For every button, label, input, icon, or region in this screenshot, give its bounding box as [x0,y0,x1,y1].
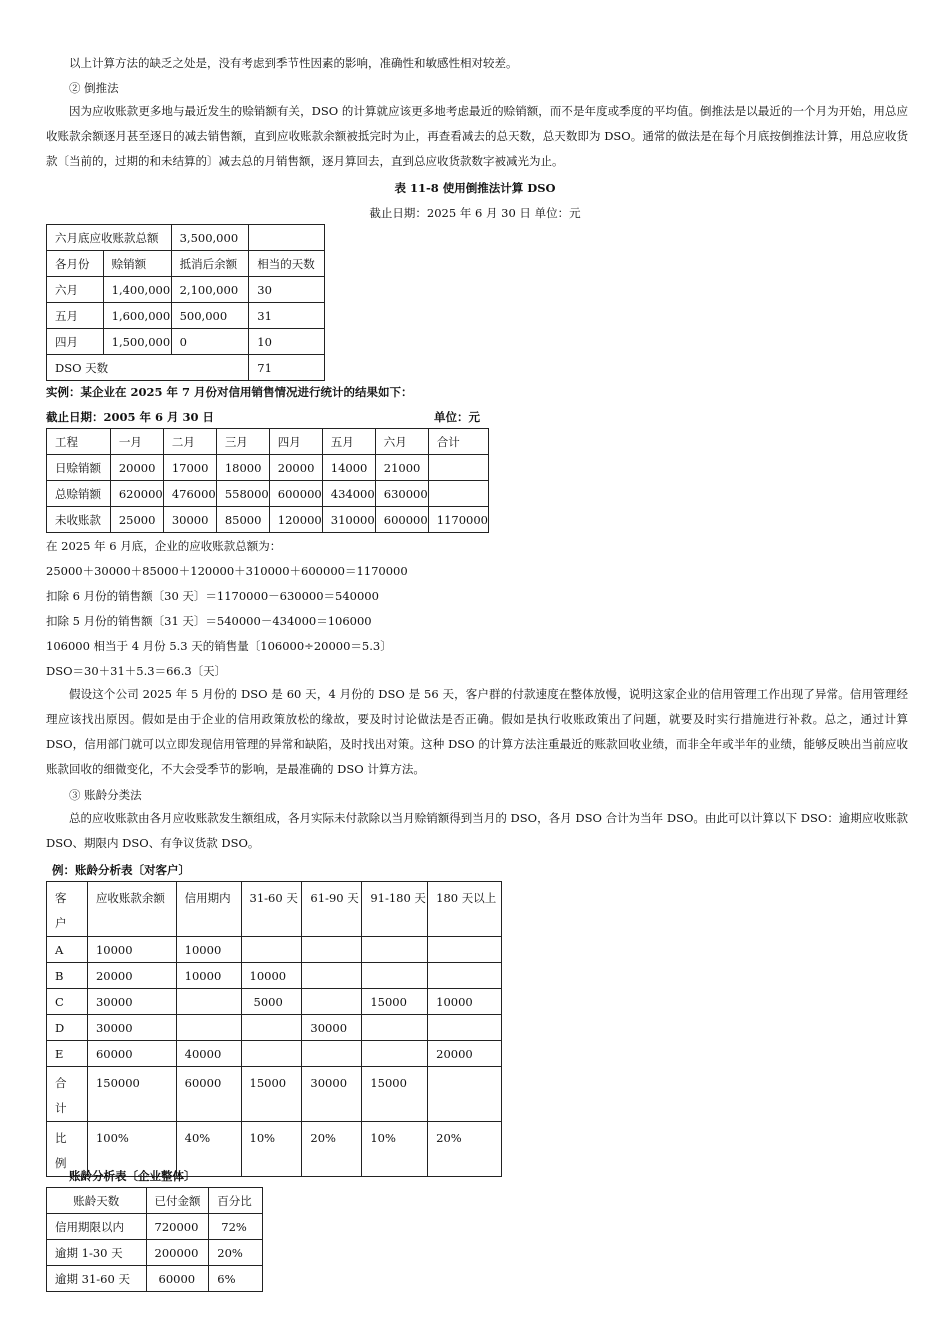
table-cell: 1,600,000 [103,303,171,329]
table-cell: 0 [171,329,249,355]
table-cell: 30000 [302,1015,362,1041]
table-row [47,455,489,481]
table-header-row [47,882,502,937]
heading-backward-method: ② 倒推法 [69,81,119,95]
table-cell: 10000 [176,963,241,989]
table-cell: 比例 [47,1122,88,1177]
table-cell: 5000 [241,989,302,1015]
paragraph-backward-method: 因为应收账款更多地与最近发生的赊销额有关，DSO 的计算就应该更多地考虑最近的赊销额，而不是年度或季度的平均值。倒推法是以最近的一个月为开始，用总应收账款余额逐月甚至逐日的减去销售额，直到应收账款余额被抵完时为止，再查看减去的总天数，总天数即为 DSO。通常的做法是在每个月底按倒推法计算，用总应收货款〔当前的，过期的和未结算的〕减去总的月销售额，逐月算回去，直到总应收货款数字被减光为止。 [46,104,908,168]
table2-unit: 单位：元 [434,410,480,424]
table-cell [428,481,488,507]
table-cell: 10000 [241,963,302,989]
calc-line: DSO＝30＋31＋5.3＝66.3〔天〕 [46,664,227,678]
table-cell: 434000 [322,481,375,507]
table-row [47,989,502,1015]
table-header-cell: 应收账款余额 [87,882,176,937]
table-cell: 1,400,000 [103,277,171,303]
table-row [47,329,325,355]
table-cell: 40000 [176,1041,241,1067]
table-row [47,507,489,533]
table-header-cell: 31-60 天 [241,882,302,937]
table-header-row [47,429,489,455]
table-cell: 310000 [322,507,375,533]
table-cell: 15000 [362,1067,428,1122]
table-row [47,963,502,989]
table-header-cell: 61-90 天 [302,882,362,937]
table-header-cell: 一月 [110,429,163,455]
table-header-cell: 六月 [375,429,428,455]
table-row [47,1266,263,1292]
table-cell: 476000 [163,481,216,507]
table-header-cell: 客户 [47,882,88,937]
table-backward-dso [46,224,325,381]
table-cell: A [47,937,88,963]
table-cell: 总赊销额 [47,481,111,507]
table-cell: 10% [362,1122,428,1177]
table-cell [362,1015,428,1041]
table-header-cell: 工程 [47,429,111,455]
table-cell: 40% [176,1122,241,1177]
table-cell [249,225,325,251]
table-cell: 3,500,000 [171,225,249,251]
table-cell: 71 [249,355,325,381]
table-cell: 20% [209,1240,263,1266]
table-cell: 15000 [362,989,428,1015]
table-cell: 日赊销额 [47,455,111,481]
table-cell [241,937,302,963]
table-cell [362,963,428,989]
calc-line: 25000＋30000＋85000＋120000＋310000＋600000＝1170000 [46,564,408,578]
table-header-row [47,1188,263,1214]
table-header-cell: 四月 [269,429,322,455]
table-cell: 逾期 31-60 天 [47,1266,147,1292]
table-row [47,303,325,329]
table-header-cell: 合计 [428,429,488,455]
table-cell: 六月 [47,277,104,303]
table-cell: 120000 [269,507,322,533]
table-cell: C [47,989,88,1015]
table-header-cell: 五月 [322,429,375,455]
table-cell: 60000 [146,1266,209,1292]
table-cell: 2,100,000 [171,277,249,303]
table-header-cell: 赊销额 [103,251,171,277]
table-cell: 合计 [47,1067,88,1122]
table-cell: 20% [302,1122,362,1177]
table-row [47,481,489,507]
table-cell [428,963,502,989]
table-cell: 20000 [110,455,163,481]
table-header-cell: 180 天以上 [428,882,502,937]
table-cell: 558000 [216,481,269,507]
table-cell: 20000 [87,963,176,989]
table-cell: 72% [209,1214,263,1240]
table-cell: 1,500,000 [103,329,171,355]
table-cell: 信用期限以内 [47,1214,147,1240]
table-cell: 10000 [176,937,241,963]
table-header-cell: 百分比 [209,1188,263,1214]
table-cell: 6% [209,1266,263,1292]
example-title: 实例：某企业在 2025 年 7 月份对信用销售情况进行统计的结果如下： [46,385,413,399]
table-cell [428,1067,502,1122]
table-row [47,1041,502,1067]
table-header-cell: 已付金额 [146,1188,209,1214]
table-header-cell: 各月份 [47,251,104,277]
table-cell: B [47,963,88,989]
table-cell [362,1041,428,1067]
table-aging-enterprise [46,1187,263,1292]
table-cell: 21000 [375,455,428,481]
table-cell: 五月 [47,303,104,329]
table-cell: 10000 [87,937,176,963]
table-cell: 18000 [216,455,269,481]
table-cell: 14000 [322,455,375,481]
table-row [47,277,325,303]
table1-title: 表 11-8 使用倒推法计算 DSO [394,181,556,195]
table-row [47,937,502,963]
table-cell: 六月底应收账款总额 [47,225,172,251]
table-row [47,1214,263,1240]
table-credit-sales [46,428,489,533]
table-cell: 630000 [375,481,428,507]
table-header-cell: 相当的天数 [249,251,325,277]
table-cell: 30000 [302,1067,362,1122]
table-cell: 30 [249,277,325,303]
table-cell: 未收账款 [47,507,111,533]
calc-intro: 在 2025 年 6 月底，企业的应收账款总额为： [46,539,282,553]
table-row [47,225,325,251]
table-cell: 1170000 [428,507,488,533]
table-cell [428,937,502,963]
table-cell: 10% [241,1122,302,1177]
table1-subtitle: 截止日期：2025 年 6 月 30 日 单位：元 [369,206,581,220]
table-cell: 100% [87,1122,176,1177]
table-row [47,1015,502,1041]
table-cell: 620000 [110,481,163,507]
table-header-cell: 91-180 天 [362,882,428,937]
table-cell [176,1015,241,1041]
table-row [47,1240,263,1266]
table-cell: 逾期 1-30 天 [47,1240,147,1266]
table-cell [428,1015,502,1041]
table-cell: 10000 [428,989,502,1015]
table-header-row [47,251,325,277]
table-cell: 10 [249,329,325,355]
table2-date: 截止日期：2005 年 6 月 30 日 [46,410,215,424]
table-cell: 15000 [241,1067,302,1122]
table-cell [362,937,428,963]
table-cell: 150000 [87,1067,176,1122]
table3-title: 例：账龄分析表〔对客户〕 [52,863,190,877]
table-cell: 30000 [87,1015,176,1041]
table-cell: 30000 [163,507,216,533]
table-header-cell: 信用期内 [176,882,241,937]
calc-line: 扣除 5 月份的销售额〔31 天〕＝540000－434000＝106000 [46,614,372,628]
table4-title: 账龄分析表〔企业整体〕 [69,1169,196,1183]
calc-line: 106000 相当于 4 月份 5.3 天的销售量〔106000÷20000＝5.3〕 [46,639,392,653]
table-header-cell: 账龄天数 [47,1188,147,1214]
paragraph-analysis: 假设这个公司 2025 年 5 月份的 DSO 是 60 天，4 月份的 DSO 是 56 天，客户群的付款速度在整体放慢，说明这家企业的信用管理工作出现了异常。信用管理经理应该找出原因。假如是由于企业的信用政策放松的缘故，要及时讨论做法是否正确。假如是执行收账政策出了问题，就要及时实行措施进行补救。总之，通过计算 DSO，信用部门就可以立即发现信用管理的异常和缺陷，及时找出对策。这种 DSO 的计算方法注重最近的账款回收业绩，而非全年或半年的业绩，能够反映出当前应收账款回收的细微变化，不大会受季节的影响，是最准确的 DSO 计算方法。 [46,687,908,776]
table-cell [241,1015,302,1041]
table-cell [302,1041,362,1067]
table-header-cell: 三月 [216,429,269,455]
table-cell: DSO 天数 [47,355,249,381]
table-cell: 20000 [428,1041,502,1067]
table-cell: 25000 [110,507,163,533]
table-cell: 20% [428,1122,502,1177]
table-header-cell: 二月 [163,429,216,455]
table-cell: 500,000 [171,303,249,329]
table-cell: 17000 [163,455,216,481]
table-cell [428,455,488,481]
table-row [47,1067,502,1122]
table-cell: 200000 [146,1240,209,1266]
table-cell: D [47,1015,88,1041]
table-cell: 20000 [269,455,322,481]
table-cell: 31 [249,303,325,329]
table-cell: 30000 [87,989,176,1015]
table-header-cell: 抵消后余额 [171,251,249,277]
table-cell: 四月 [47,329,104,355]
table-cell: 60000 [87,1041,176,1067]
heading-aging-method: ③ 账龄分类法 [69,788,142,802]
table-cell: 600000 [375,507,428,533]
table-cell: 60000 [176,1067,241,1122]
table-cell: 600000 [269,481,322,507]
table-cell [302,989,362,1015]
table-aging-by-customer [46,881,502,1177]
table-cell [302,937,362,963]
table-cell [241,1041,302,1067]
calc-line: 扣除 6 月份的销售额〔30 天〕＝1170000－630000＝540000 [46,589,379,603]
paragraph-limitation: 以上计算方法的缺乏之处是，没有考虑到季节性因素的影响，准确性和敏感性相对较差。 [69,56,518,70]
table-cell: 85000 [216,507,269,533]
table-cell [302,963,362,989]
table-cell: E [47,1041,88,1067]
table-cell: 720000 [146,1214,209,1240]
table-row [47,355,325,381]
table-cell [176,989,241,1015]
paragraph-aging-method: 总的应收账款由各月应收账款发生额组成，各月实际未付款除以当月赊销额得到当月的 DSO，各月 DSO 合计为当年 DSO。由此可以计算以下 DSO：逾期应收账款 DSO、期限内 DSO、有争议货款 DSO。 [46,811,908,850]
